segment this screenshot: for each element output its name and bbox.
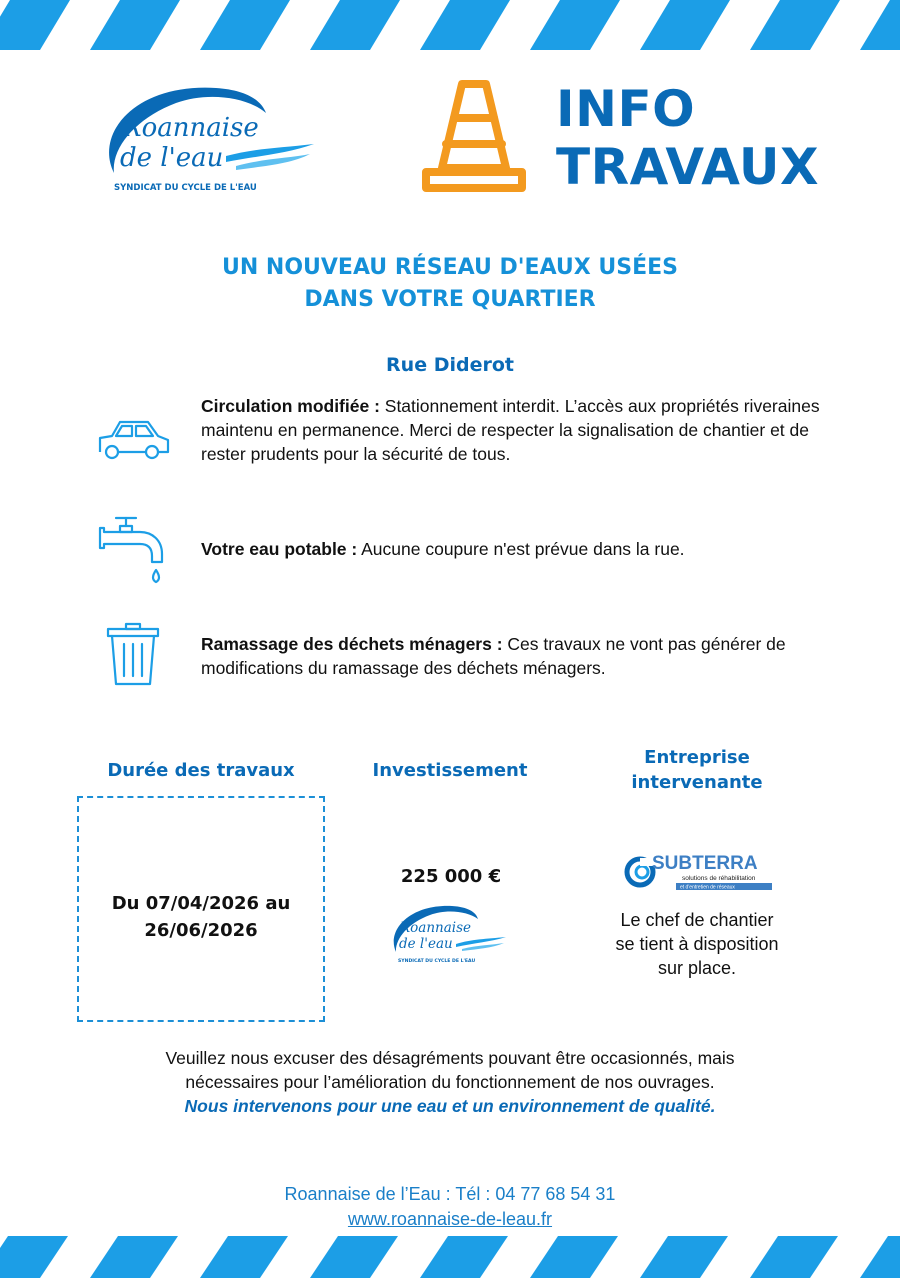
chef-line1: Le chef de chantier: [620, 910, 774, 930]
item-water: [201, 537, 821, 561]
footer-contact: Roannaise de l’Eau : Tél : 04 77 68 54 31: [284, 1184, 616, 1204]
item-waste-label: Ramassage des déchets ménagers :: [201, 634, 503, 654]
headline-line2: DANS VOTRE QUARTIER: [304, 287, 596, 312]
item-traffic: [201, 394, 821, 466]
item-water-label: Votre eau potable :: [201, 539, 358, 559]
logo-line2: de l'eau: [120, 143, 224, 173]
chef-line2: se tient à disposition: [615, 934, 779, 954]
info-travaux-title: [556, 80, 876, 196]
company-title-line1: Entreprise: [644, 747, 750, 768]
logo-line1: Roannaise: [122, 113, 259, 143]
traffic-cone-icon: [418, 76, 530, 196]
item-water-text: Aucune coupure n'est prévue dans la rue.: [357, 539, 685, 559]
item-traffic-text: Stationnement interdit. L’accès aux propriétés riveraines maintenu en permanence. Merci de respecter la signalisation de chantier et de rester prudents pour la sécurité de tous.: [201, 396, 820, 464]
bottom-stripe-border: [0, 1236, 900, 1278]
top-stripe-border: [0, 0, 900, 50]
investment-title: Investissement: [372, 760, 528, 781]
website-link[interactable]: www.roannaise-de-leau.fr: [347, 1209, 553, 1229]
roannaise-logo-small: [388, 902, 512, 968]
duration-line1: Du 07/04/2026 au: [111, 893, 291, 914]
street-name: Rue Diderot: [386, 354, 514, 376]
water-tap-icon: [96, 512, 166, 588]
item-traffic-label: Circulation modifiée :: [201, 396, 380, 416]
investment-amount: 225 000 €: [400, 866, 502, 887]
site-manager-note: [592, 908, 802, 980]
title-line1: INFO: [556, 80, 696, 138]
title-line2: TRAVAUX: [556, 138, 820, 196]
headline-line1: UN NOUVEAU RÉSEAU D'EAUX USÉES: [221, 255, 679, 280]
item-waste: [201, 632, 821, 680]
item-waste-text: Ces travaux ne vont pas générer de modifications du ramassage des déchets ménagers.: [201, 634, 786, 678]
logo-tagline: SYNDICAT DU CYCLE DE L'EAU: [114, 183, 257, 193]
trash-bin-icon: [104, 622, 164, 692]
duration-title: Durée des travaux: [107, 760, 295, 781]
duration-dates: [77, 890, 325, 944]
apology-line3: Nous intervenons pour une eau et un environnement de qualité.: [184, 1096, 716, 1116]
subterra-name: SUBTERRA: [652, 853, 758, 874]
small-logo-tagline: SYNDICAT DU CYCLE DE L'EAU: [398, 959, 476, 964]
headline: [100, 252, 800, 316]
roannaise-logo: [96, 78, 326, 198]
footer: [100, 1182, 800, 1232]
subterra-tagline: solutions de réhabilitation: [682, 875, 756, 882]
company-title-line2: intervenante: [631, 772, 763, 793]
apology-line1: Veuillez nous excuser des désagréments pouvant être occasionnés, mais: [165, 1048, 735, 1068]
company-title: [592, 745, 802, 795]
small-logo-line2: de l'eau: [399, 936, 453, 952]
chef-line3: sur place.: [657, 958, 737, 978]
apology-line2: nécessaires pour l’amélioration du fonctionnement de nos ouvrages.: [185, 1072, 715, 1092]
car-icon: [96, 418, 172, 466]
apology-message: [80, 1046, 820, 1118]
subterra-logo: [624, 848, 774, 896]
small-logo-line1: Roannaise: [400, 920, 472, 936]
subterra-subtagline: et d'entretien de réseaux: [680, 884, 735, 891]
duration-line2: 26/06/2026: [144, 920, 258, 941]
